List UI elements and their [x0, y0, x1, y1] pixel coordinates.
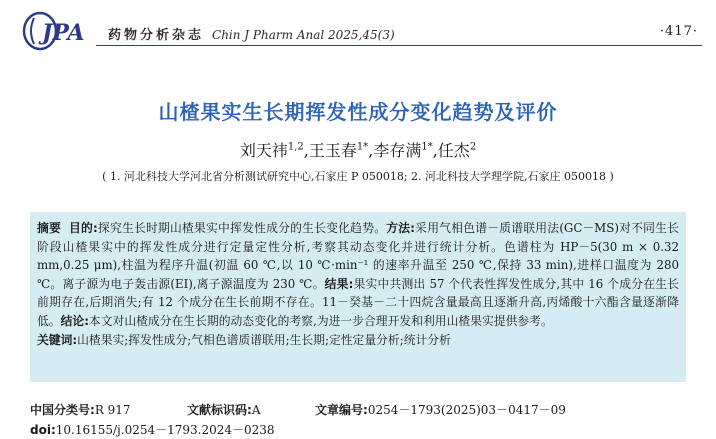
article-number-label: 文章编号: — [315, 403, 368, 417]
conclusion-label: 结论: — [60, 313, 89, 328]
doi-label: doi: — [30, 423, 56, 437]
author — [309, 141, 373, 160]
author-name: 任杰 — [437, 141, 470, 160]
methods-text: 采用气相色谱－质谱联用法(GC－MS)对不同生长阶段山楂果实中的挥发性成分进行定量定性分析,考察其动态变化并进行统计分析。色谱柱为 HP－5(30 m × 0.32 mm,0.25 μm),柱温为程序升温(初温 60 ℃,以 10 ℃·min⁻¹ 的速率升温至 250 ℃,保持 33 min),进样口温度为 280 ℃。离子源为电子轰击源(EI),离子源温度为 230 ℃。 — [37, 221, 679, 291]
article-number-value: 0254－1793(2025)03－0417－09 — [367, 403, 566, 417]
article-number — [315, 401, 566, 418]
author-name: 王玉春 — [308, 141, 357, 160]
doc-code-label: 文献标识码: — [187, 403, 252, 417]
clc-label: 中国分类号: — [30, 403, 95, 417]
clc-number — [30, 401, 131, 418]
abstract-label: 摘要 — [37, 221, 62, 235]
journal-logo — [22, 10, 92, 52]
author — [438, 141, 476, 160]
journal-header — [0, 0, 716, 58]
keywords-label: 关键词: — [37, 333, 78, 347]
results-label: 结果: — [324, 276, 354, 291]
abstract-box — [30, 212, 686, 382]
article-title: 山楂果实生长期挥发性成分变化趋势及评价 — [158, 100, 558, 124]
author-affiliation-mark: 1* — [421, 141, 433, 153]
author-affiliation-mark: 1* — [356, 141, 369, 153]
author-separator: , — [368, 141, 374, 160]
abstract-text — [37, 219, 679, 330]
author-list — [0, 138, 716, 161]
doi-line — [30, 421, 275, 438]
journal-name-cn: 药物分析杂志 — [108, 28, 205, 43]
page-number: ·417· — [659, 24, 698, 39]
conclusion-text: 本文对山楂成分在生长期的动态变化的考察,为进一步合理开发和利用山楂果实提供参考。 — [88, 313, 553, 328]
doc-code-value: A — [251, 403, 261, 417]
keywords-line — [37, 331, 679, 349]
author-affiliation-mark: 2 — [469, 141, 477, 153]
author-affiliation-mark: 1,2 — [287, 141, 304, 153]
header-divider — [96, 45, 702, 46]
author — [240, 141, 309, 160]
keywords-text: 山楂果实;挥发性成分;气相色谱质谱联用;生长期;定性定量分析;统计分析 — [77, 333, 451, 347]
document-code — [187, 401, 260, 418]
author-name: 刘天祎 — [239, 141, 288, 160]
methods-label: 方法: — [386, 221, 415, 235]
author — [373, 141, 437, 160]
objective-text: 探究生长时期山楂果实中挥发性成分的生长变化趋势。 — [97, 221, 387, 235]
results-text: 果实中共测出 57 个代表性挥发性成分,其中 16 个成分在生长前期存在,后期消失;有 12 个成分在生长前期不存在。11－癸基－二十四烷含量最高且逐渐升高,丙烯酸十六酯含量逐渐降低。 — [37, 276, 680, 328]
logo-text: JPA — [42, 20, 85, 46]
journal-name — [108, 24, 395, 43]
clc-value: R 917 — [94, 403, 131, 417]
journal-name-en: Chin J Pharm Anal 2025,45(3) — [212, 28, 395, 42]
author-name: 李存满 — [373, 141, 422, 160]
objective-label: 目的: — [68, 221, 98, 235]
author-separator: , — [303, 141, 309, 160]
author-separator: , — [432, 141, 438, 160]
affiliations: ( 1. 河北科技大学河北省分析测试研究中心,石家庄 P 050018; 2. 河北科技大学理学院,石家庄 050018 ) — [102, 170, 614, 183]
doi-value: 10.16155/j.0254－1793.2024－0238 — [55, 423, 275, 437]
